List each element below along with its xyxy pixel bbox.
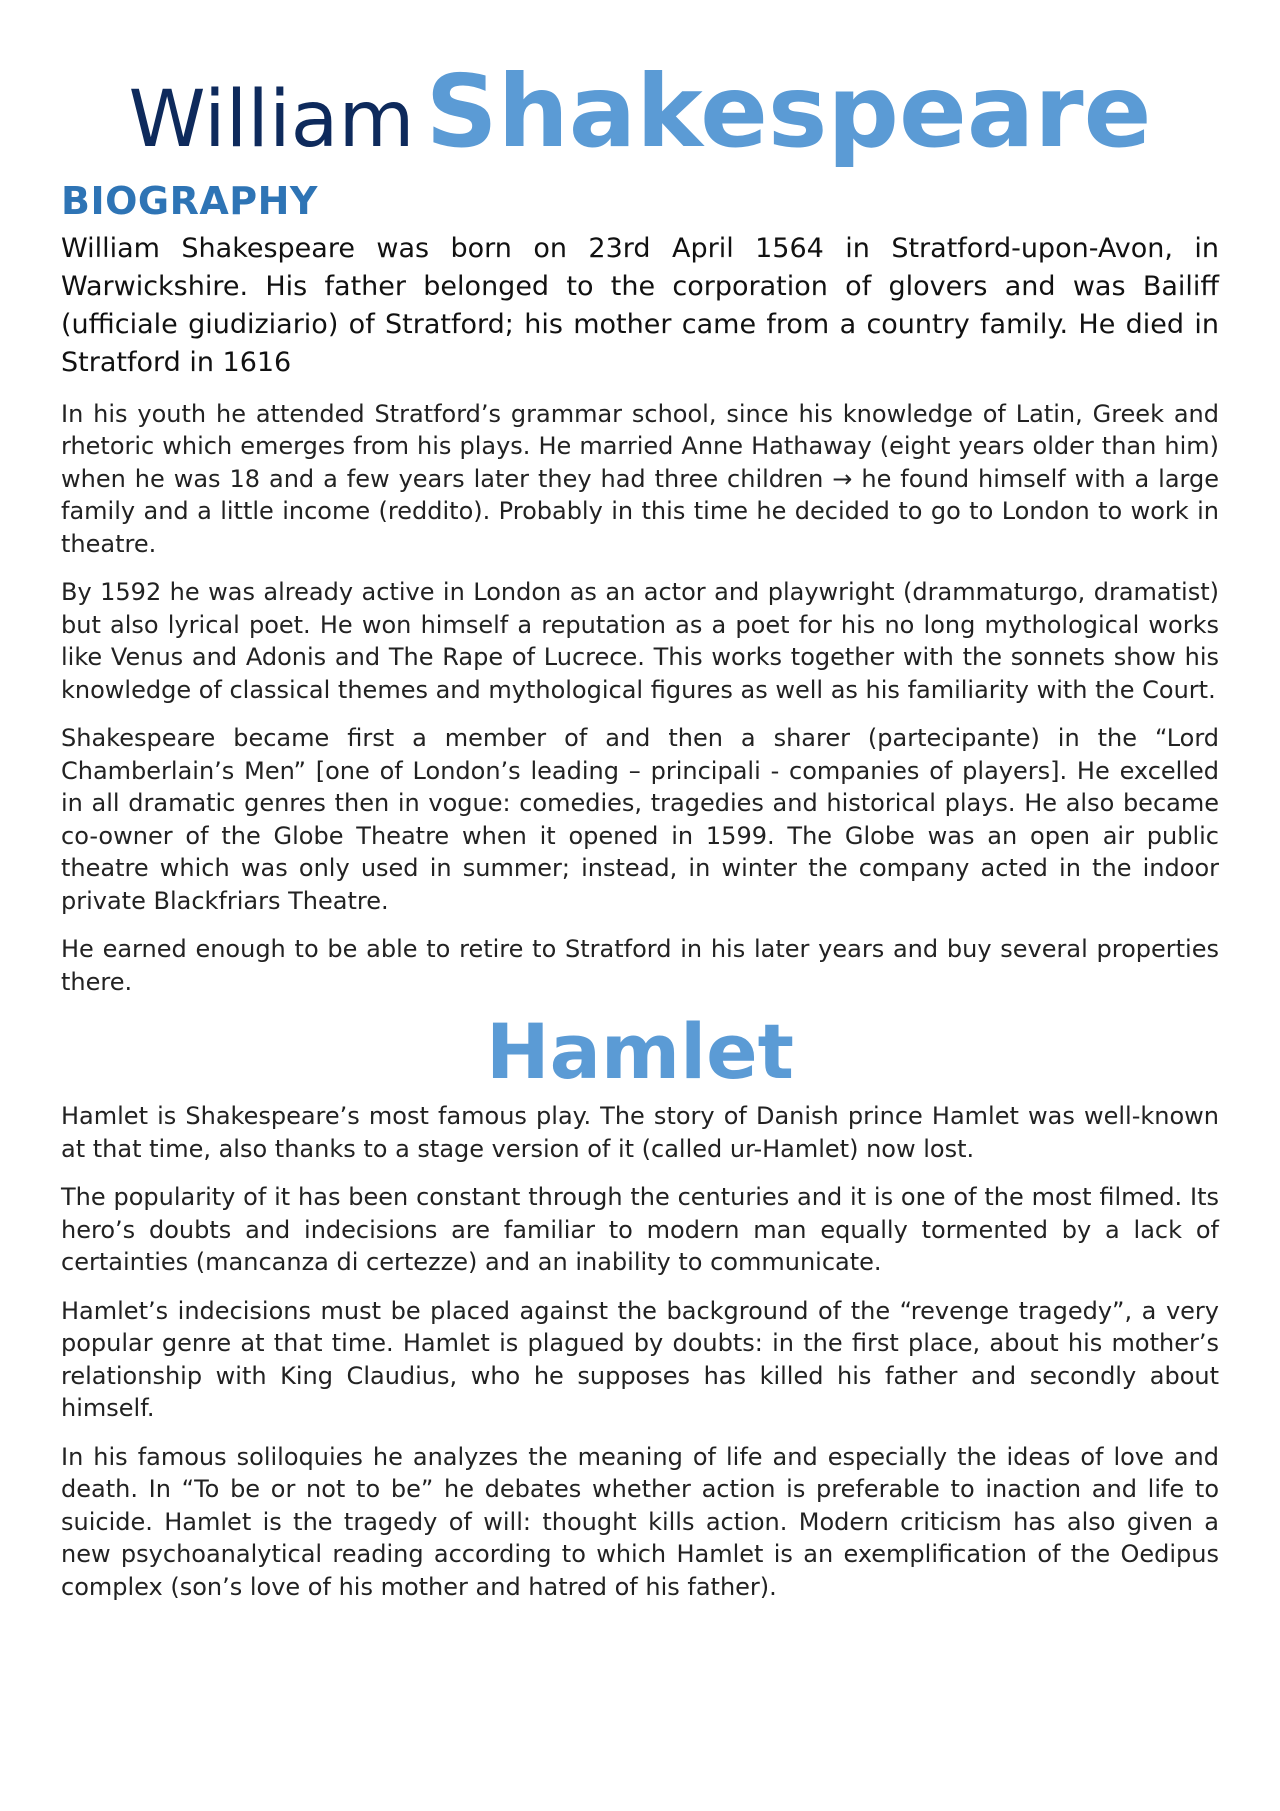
hamlet-heading: Hamlet	[485, 1007, 794, 1097]
hamlet-paragraph: In his famous soliloquies he analyzes the meaning of life and especially the ideas of love and death. In “To be or not to be” he debates whether action is preferable to inaction and life to suicide. Hamlet is the tragedy of will: thought kills action. Modern criticism has also given a new psychoanalytical reading according to which Hamlet is an exemplification of the Oedipus complex (son’s love of his mother and hatred of his father).	[61, 1442, 1219, 1601]
hamlet-paragraph: Hamlet is Shakespeare’s most famous play. The story of Danish prince Hamlet was well-known at that time, also thanks to a stage version of it (called ur-Hamlet) now lost.	[61, 1102, 1219, 1163]
biography-paragraph: He earned enough to be able to retire to Stratford in his later years and buy several properties there.	[61, 935, 1219, 996]
biography-lead: William Shakespeare was born on 23rd April 1564 in Stratford-upon-Avon, in Warwickshire. His father belonged to the corporation of glovers and was Bailiff (ufficiale giudiziario) of Stratford; his mother came from a country family. He died in Stratford in 1616	[61, 232, 1219, 378]
biography-paragraph: By 1592 he was already active in London as an actor and playwright (drammaturgo, dramatist) but also lyrical poet. He won himself a reputation as a poet for his no long mythological works like Venus and Adonis and The Rape of Lucrece. This works together with the sonnets show his knowledge of classical themes and mythological figures as well as his familiarity with the Court.	[61, 578, 1219, 704]
biography-paragraph: In his youth he attended Stratford’s grammar school, since his knowledge of Latin, Greek and rhetoric which emerges from his plays. He married Anne Hathaway (eight years older than him) when he was 18 and a few years later they had three children → he found himself with a large family and a little income (reddito). Probably in this time he decided to go to London to work in theatre.	[61, 399, 1219, 558]
hamlet-paragraph: Hamlet’s indecisions must be placed against the background of the “revenge tragedy”, a very popular genre at that time. Hamlet is plagued by doubts: in the first place, about his mother’s relationship with King Claudius, who he supposes has killed his father and secondly about himself.	[61, 1296, 1219, 1423]
title-last-name: Shakespeare	[425, 53, 1152, 170]
hamlet-paragraph: The popularity of it has been constant through the centuries and it is one of the most filmed. Its hero’s doubts and indecisions are familiar to modern man equally tormented by a lack of certainties (mancanza di certezze) and an inability to communicate.	[61, 1183, 1219, 1277]
page-title	[61, 53, 1219, 180]
biography-heading: BIOGRAPHY	[61, 179, 318, 223]
biography-paragraph: Shakespeare became first a member of and then a sharer (partecipante) in the “Lord Chamberlain’s Men” [one of London’s leading – principali - companies of players]. He excelled in all dramatic genres then in vogue: comedies, tragedies and historical plays. He also became co-owner of the Globe Theatre when it opened in 1599. The Globe was an open air public theatre which was only used in summer; instead, in winter the company acted in the indoor private Blackfriars Theatre.	[61, 724, 1219, 915]
title-first-name: William	[128, 75, 415, 165]
